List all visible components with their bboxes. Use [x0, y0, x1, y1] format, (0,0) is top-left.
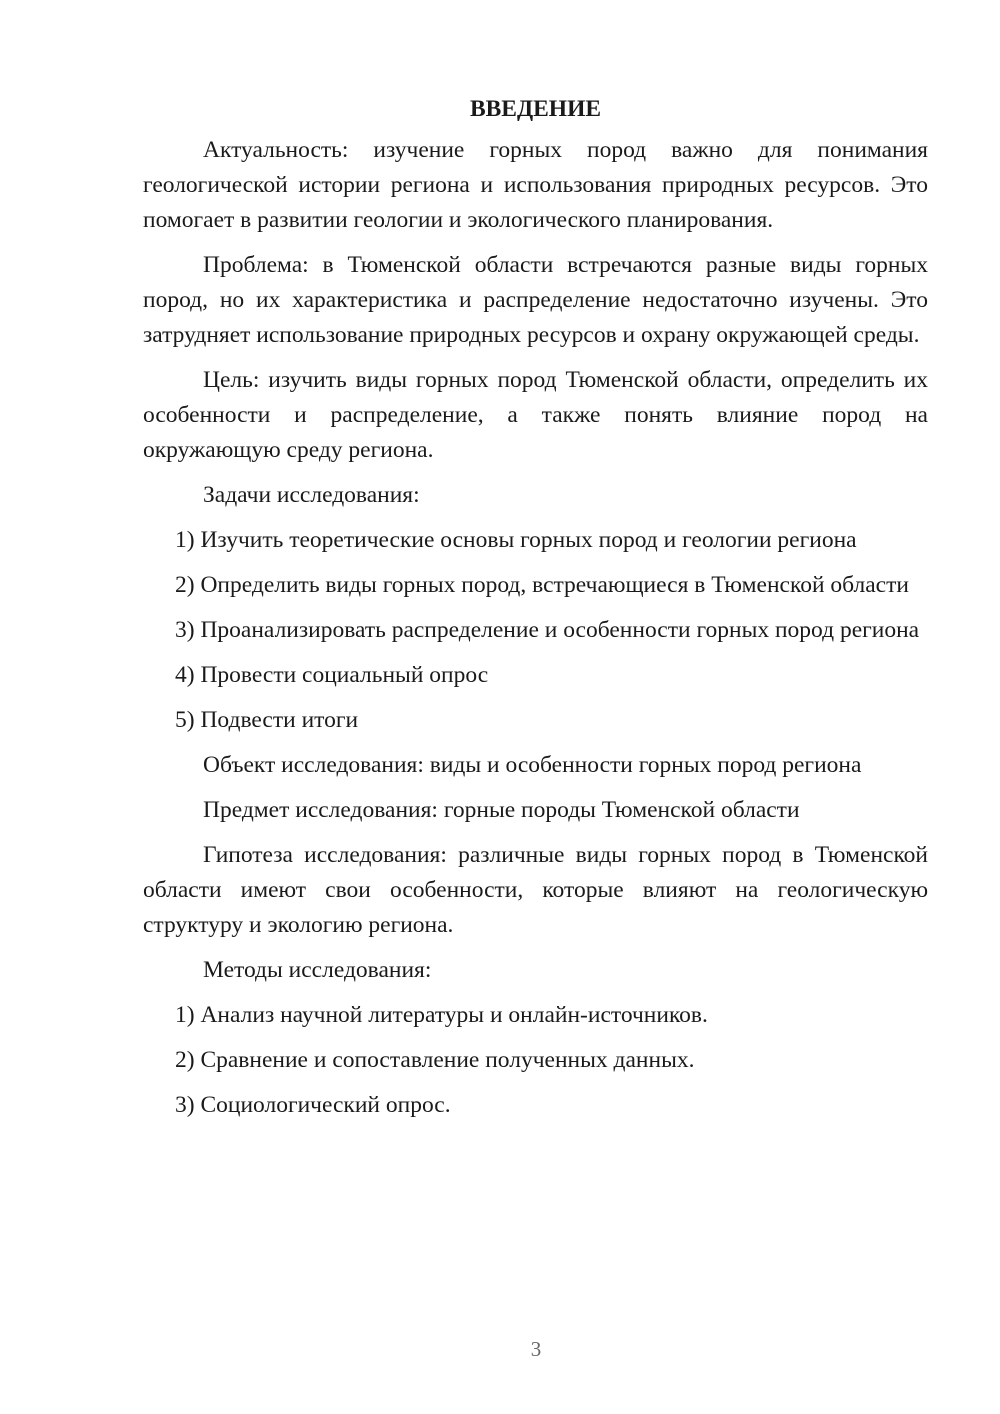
task-item-5: 5) Подвести итоги — [175, 707, 359, 733]
relevance-paragraph: Актуальность: изучение горных пород важно для понимания геологической истории региона и использования природных ресурсов. Это помогает в развитии геологии и экологического планирования. — [143, 137, 928, 233]
method-item-1: 1) Анализ научной литературы и онлайн-источников. — [175, 1002, 708, 1028]
tasks-heading: Задачи исследования: — [203, 482, 420, 508]
task-item-1: 1) Изучить теоретические основы горных пород и геологии региона — [175, 527, 857, 553]
problem-paragraph: Проблема: в Тюменской области встречаются разные виды горных пород, но их характеристика и распределение недостаточно изучены. Это затрудняет использование природных ресурсов и охрану окружающей среды. — [143, 252, 928, 348]
task-item-3: 3) Проанализировать распределение и особенности горных пород региона — [175, 617, 920, 643]
goal-paragraph: Цель: изучить виды горных пород Тюменской области, определить их особенности и распределение, а также понять влияние пород на окружающую среду региона. — [143, 367, 928, 463]
page-number: 3 — [530, 1337, 542, 1361]
object-line: Объект исследования: виды и особенности горных пород региона — [203, 752, 862, 778]
method-item-2: 2) Сравнение и сопоставление полученных данных. — [175, 1047, 695, 1073]
hypothesis-paragraph: Гипотеза исследования: различные виды горных пород в Тюменской области имеют свои особенности, которые влияют на геологическую структуру и экологию региона. — [143, 842, 928, 938]
page-title: ВВЕДЕНИЕ — [469, 96, 602, 122]
task-item-2: 2) Определить виды горных пород, встречающиеся в Тюменской области — [175, 572, 909, 598]
method-item-3: 3) Социологический опрос. — [175, 1092, 451, 1118]
page-content — [143, 92, 928, 1133]
subject-line: Предмет исследования: горные породы Тюменской области — [203, 797, 800, 823]
task-item-4: 4) Провести социальный опрос — [175, 662, 489, 688]
methods-heading: Методы исследования: — [203, 957, 432, 983]
